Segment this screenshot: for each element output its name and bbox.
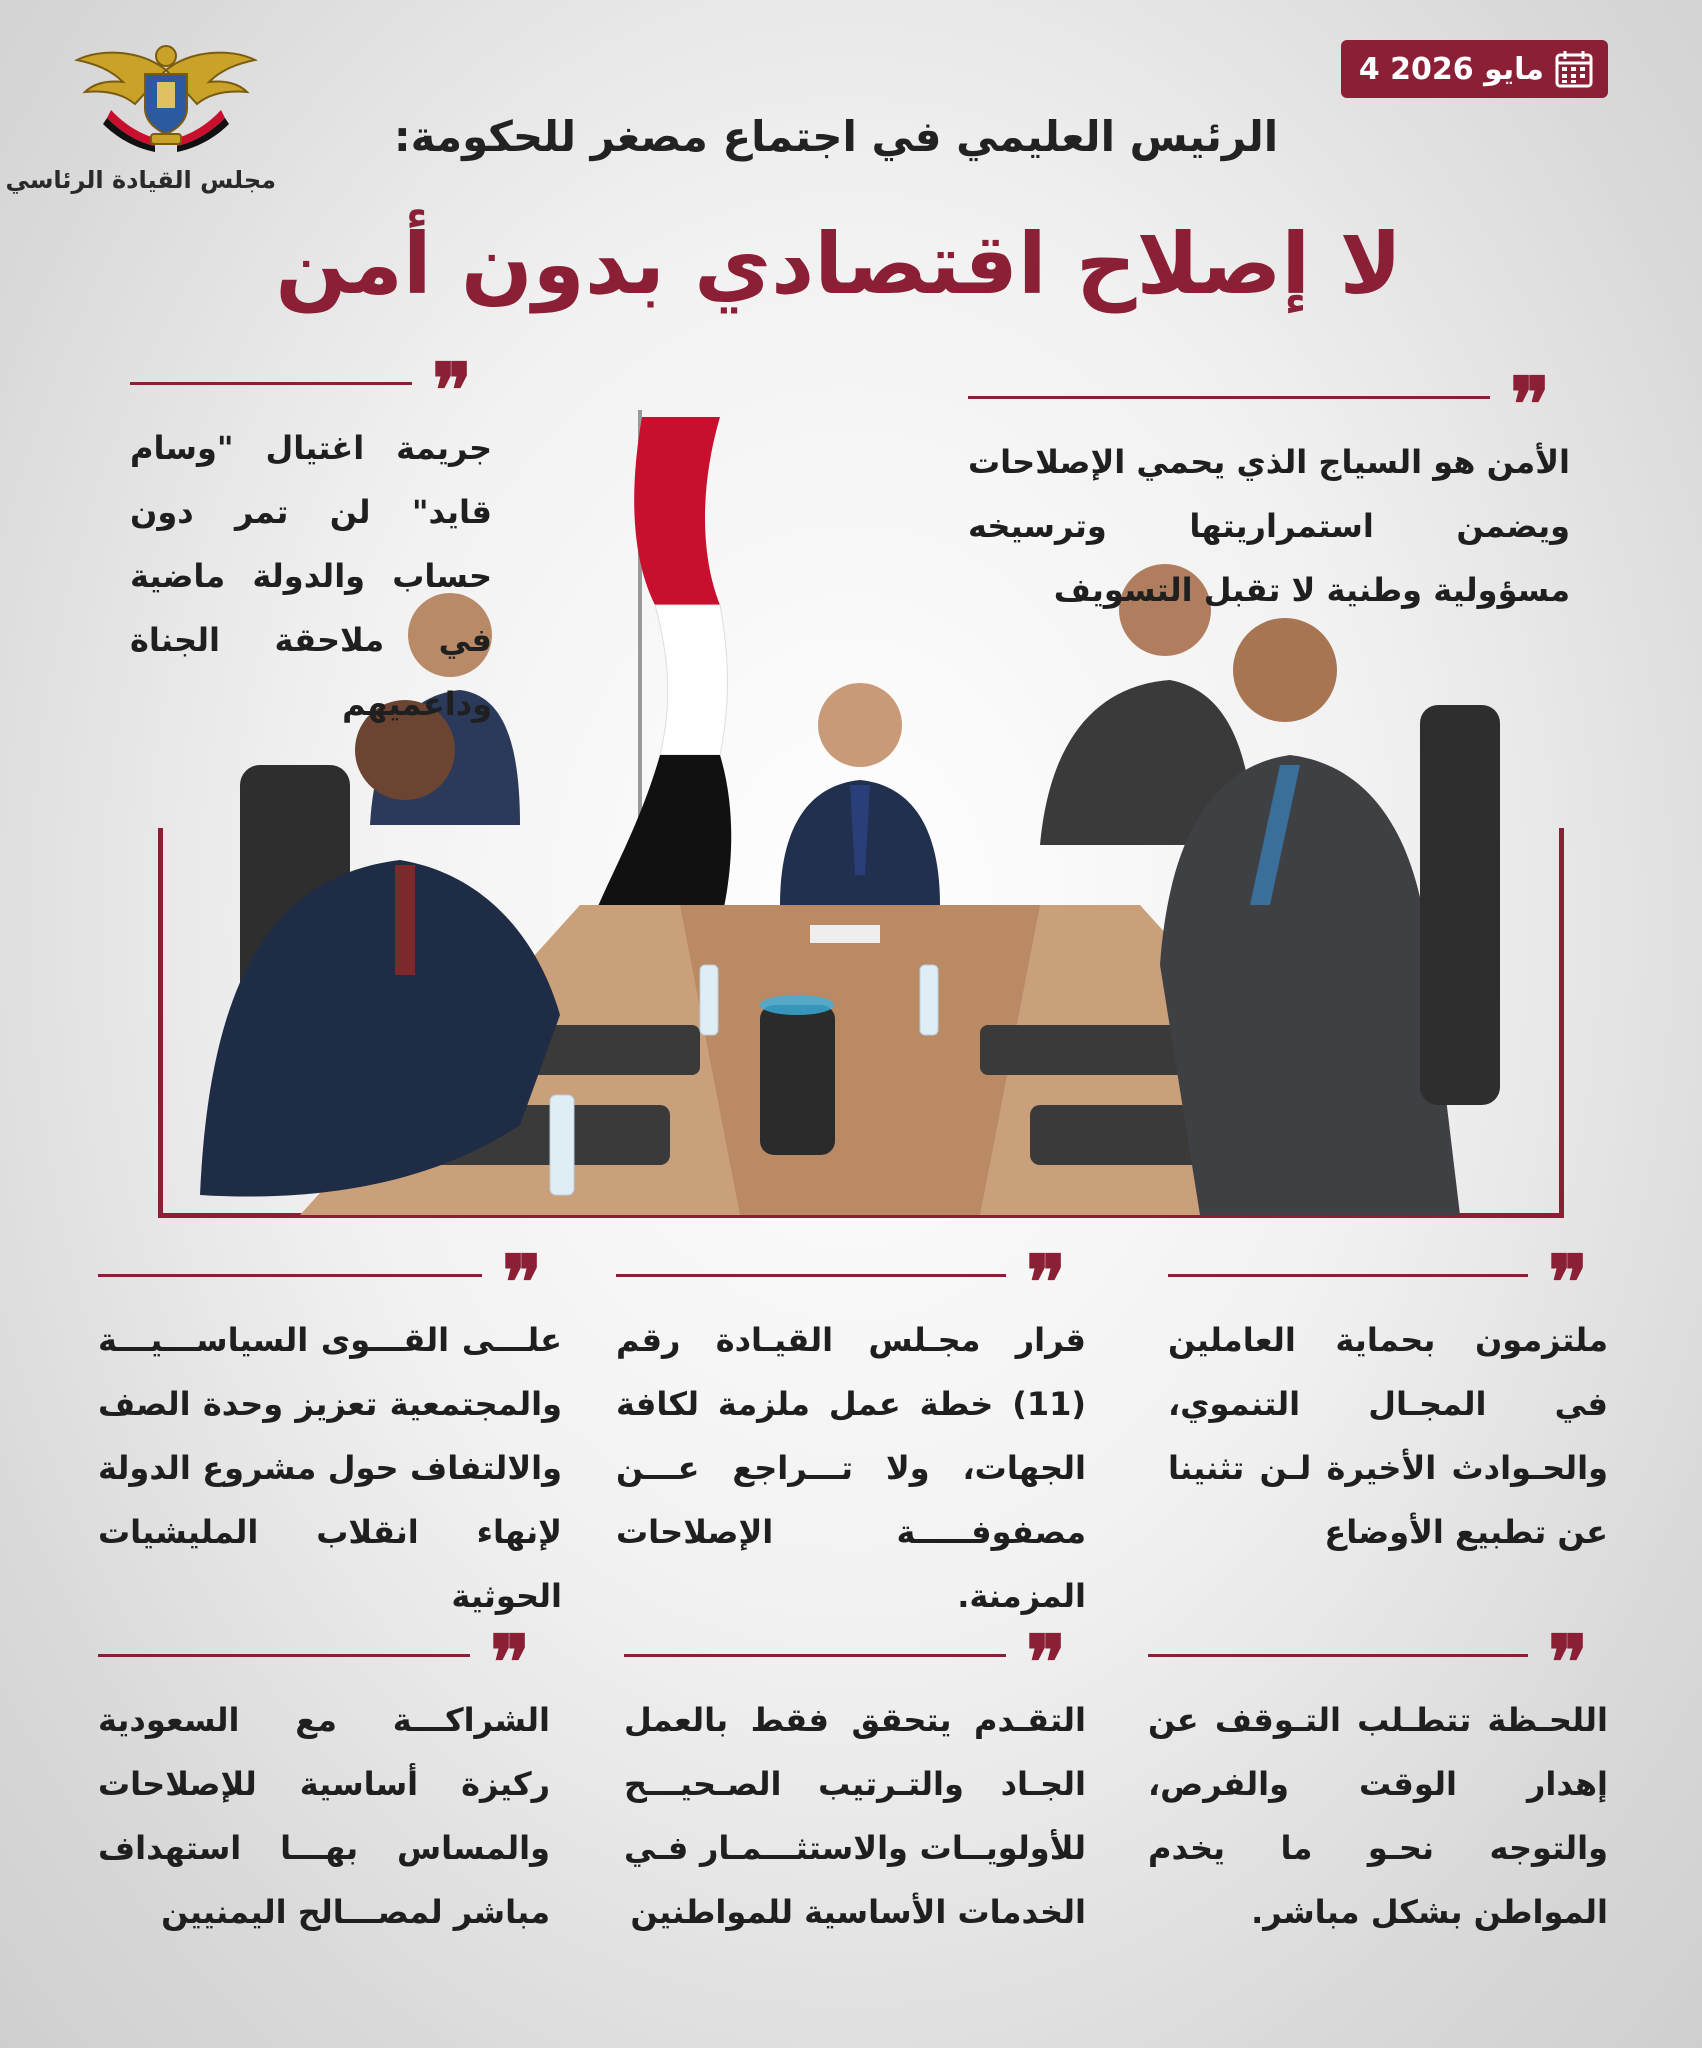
quote-mark-icon: ❞ <box>432 348 472 434</box>
headline: لا إصلاح اقتصادي بدون أمن <box>275 215 1402 313</box>
quote-mark-icon: ❞ <box>1510 362 1550 448</box>
quote-forces <box>98 1240 562 1628</box>
quote-text: قرار مجـلس القيـادة رقم (11) خطة عمل ملزمة لكافة الجهات، ولا تـــراجع عـــن مصفوفـــــة الإصلاحات المزمنة. <box>616 1321 1086 1615</box>
person-right-front-head <box>1233 618 1337 722</box>
quote-divider <box>1148 1654 1528 1657</box>
quote-divider <box>968 396 1490 399</box>
date-badge <box>1341 40 1608 98</box>
quote-decision <box>616 1240 1086 1628</box>
quote-mark-icon: ❞ <box>502 1240 542 1326</box>
quote-mark-icon: ❞ <box>490 1620 530 1706</box>
quote-divider <box>130 382 412 385</box>
calendar-icon <box>1554 49 1594 89</box>
date-text: 4 مايو 2026 <box>1358 51 1544 87</box>
quote-security <box>968 362 1570 622</box>
quote-mark-icon: ❞ <box>1548 1620 1588 1706</box>
flag-white <box>655 605 728 755</box>
eagle-emblem-icon <box>71 30 261 160</box>
chair-right <box>1420 705 1500 1105</box>
quote-divider <box>98 1654 470 1657</box>
quote-divider <box>1168 1274 1528 1277</box>
person-center-head <box>818 683 902 767</box>
quote-text: اللحـظة تتطـلب التـوقف عن إهدار الوقت والفرص، والتوجه نحـو ما يخدم المواطن بشكل مباشر. <box>1148 1701 1608 1931</box>
quote-saudi <box>98 1620 550 1944</box>
quote-progress <box>624 1620 1086 1944</box>
quote-mark-icon: ❞ <box>1026 1620 1066 1706</box>
quote-assassination <box>130 348 492 736</box>
quote-mark-icon: ❞ <box>1548 1240 1588 1326</box>
quote-text: جريمة اغتيال "وسام قايد" لن تمر دون حساب والدولة ماضية في ملاحقة الجناة وداعميهم <box>130 429 492 723</box>
emblem-caption: مجلس القيادة الرئاسي <box>5 166 276 194</box>
quote-development <box>1168 1240 1608 1564</box>
emblem-logo <box>5 30 276 194</box>
quote-text: علـــى القـــوى السياســـيـــة والمجتمعية تعزيز وحدة الصف والالتفاف حول مشروع الدولة لإنهاء انقلاب المليشيات الحوثية <box>98 1321 562 1615</box>
quote-divider <box>98 1274 482 1277</box>
speaker-device <box>760 1005 835 1155</box>
quote-text: الشراكـــة مع السعودية ركيزة أساسية للإصلاحات والمساس بهـــا استهداف مباشر لمصـــالح اليمنيين <box>98 1701 550 1931</box>
quote-text: الأمن هو السياج الذي يحمي الإصلاحات ويضمن استمراريتها وترسيخه مسؤولية وطنية لا تقبل التسويف <box>968 443 1570 609</box>
quote-divider <box>624 1654 1006 1657</box>
person-right-front-suit <box>1160 755 1460 1215</box>
flag-red <box>634 417 720 605</box>
quote-text: التقـدم يتحقق فقط بالعمل الجـاد والتـرتيب الصـحيـــح للأولويــات والاستثـــمـار فـي الخدمات الأساسية للمواطنين <box>624 1701 1086 1931</box>
quote-divider <box>616 1274 1006 1277</box>
quote-text: ملتزمون بحماية العاملين في المجـال التنموي، والحـوادث الأخيرة لـن تثنينا عن تطبيع الأوضاع <box>1168 1321 1608 1551</box>
flag-black <box>590 755 731 925</box>
quote-moment <box>1148 1620 1608 1944</box>
subtitle: الرئيس العليمي في اجتماع مصغر للحكومة: <box>393 112 1279 161</box>
quote-mark-icon: ❞ <box>1026 1240 1066 1326</box>
